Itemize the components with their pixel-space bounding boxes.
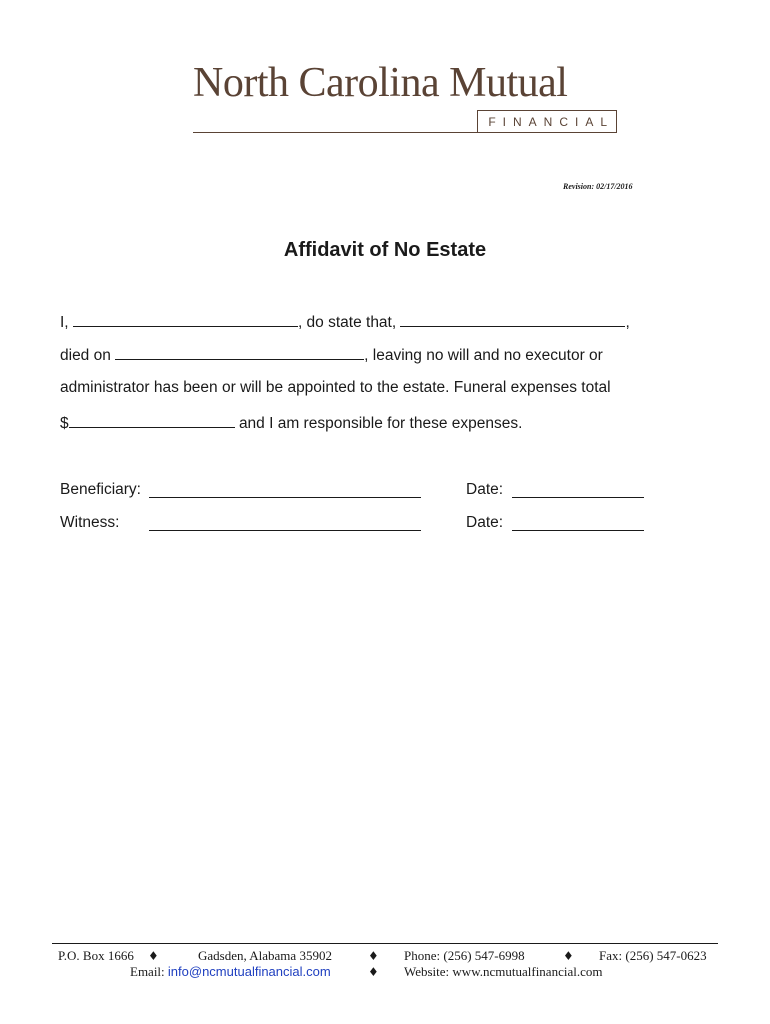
footer-separator: ♦: [368, 949, 379, 963]
affiant-name-blank[interactable]: [73, 312, 298, 327]
witness-label: Witness:: [60, 514, 120, 531]
footer-separator: ♦: [563, 949, 574, 963]
footer-phone: Phone: (256) 547-6998: [404, 948, 525, 963]
footer-email-label: Email:: [130, 964, 165, 979]
footer-fax: Fax: (256) 547-0623: [599, 948, 707, 963]
footer-rule: [52, 943, 718, 944]
witness-signature-line[interactable]: [149, 530, 421, 531]
body-line-3: administrator has been or will be appointed to the estate. Funeral expenses total: [60, 379, 611, 396]
beneficiary-date-label: Date:: [466, 481, 504, 498]
footer-email-row: [130, 964, 331, 980]
body-text: ,: [625, 314, 630, 331]
footer-email-link[interactable]: info@ncmutualfinancial.com: [167, 964, 331, 979]
logo-name: North Carolina Mutual: [193, 60, 568, 106]
body-line-4: [60, 413, 522, 433]
footer-website[interactable]: Website: www.ncmutualfinancial.com: [404, 964, 603, 979]
body-text: $: [60, 415, 69, 432]
logo-subtitle: FINANCIAL: [477, 110, 617, 132]
body-text: I,: [60, 314, 69, 331]
beneficiary-signature-line[interactable]: [149, 497, 421, 498]
body-line-1: [60, 312, 630, 332]
date-of-death-blank[interactable]: [115, 345, 364, 360]
logo-underline: [193, 110, 617, 134]
footer-separator: ♦: [368, 965, 379, 979]
body-text: , leaving no will and no executor or: [364, 347, 603, 364]
body-text: died on: [60, 347, 111, 364]
deceased-name-blank[interactable]: [400, 312, 625, 327]
page-title: Affidavit of No Estate: [283, 239, 487, 261]
footer-city: Gadsden, Alabama 35902: [198, 948, 332, 963]
witness-date-line[interactable]: [512, 530, 644, 531]
footer-po-box: P.O. Box 1666: [58, 948, 134, 963]
beneficiary-label: Beneficiary:: [60, 481, 141, 498]
footer-separator: ♦: [148, 949, 159, 963]
witness-date-label: Date:: [466, 514, 504, 531]
beneficiary-date-line[interactable]: [512, 497, 644, 498]
funeral-expenses-blank[interactable]: [69, 413, 235, 428]
company-logo: [193, 62, 617, 134]
revision-date: Revision: 02/17/2016: [563, 182, 633, 191]
body-line-2: [60, 345, 603, 365]
logo-rule: [193, 132, 617, 133]
body-text: and I am responsible for these expenses.: [238, 415, 523, 432]
body-text: , do state that,: [297, 314, 397, 331]
